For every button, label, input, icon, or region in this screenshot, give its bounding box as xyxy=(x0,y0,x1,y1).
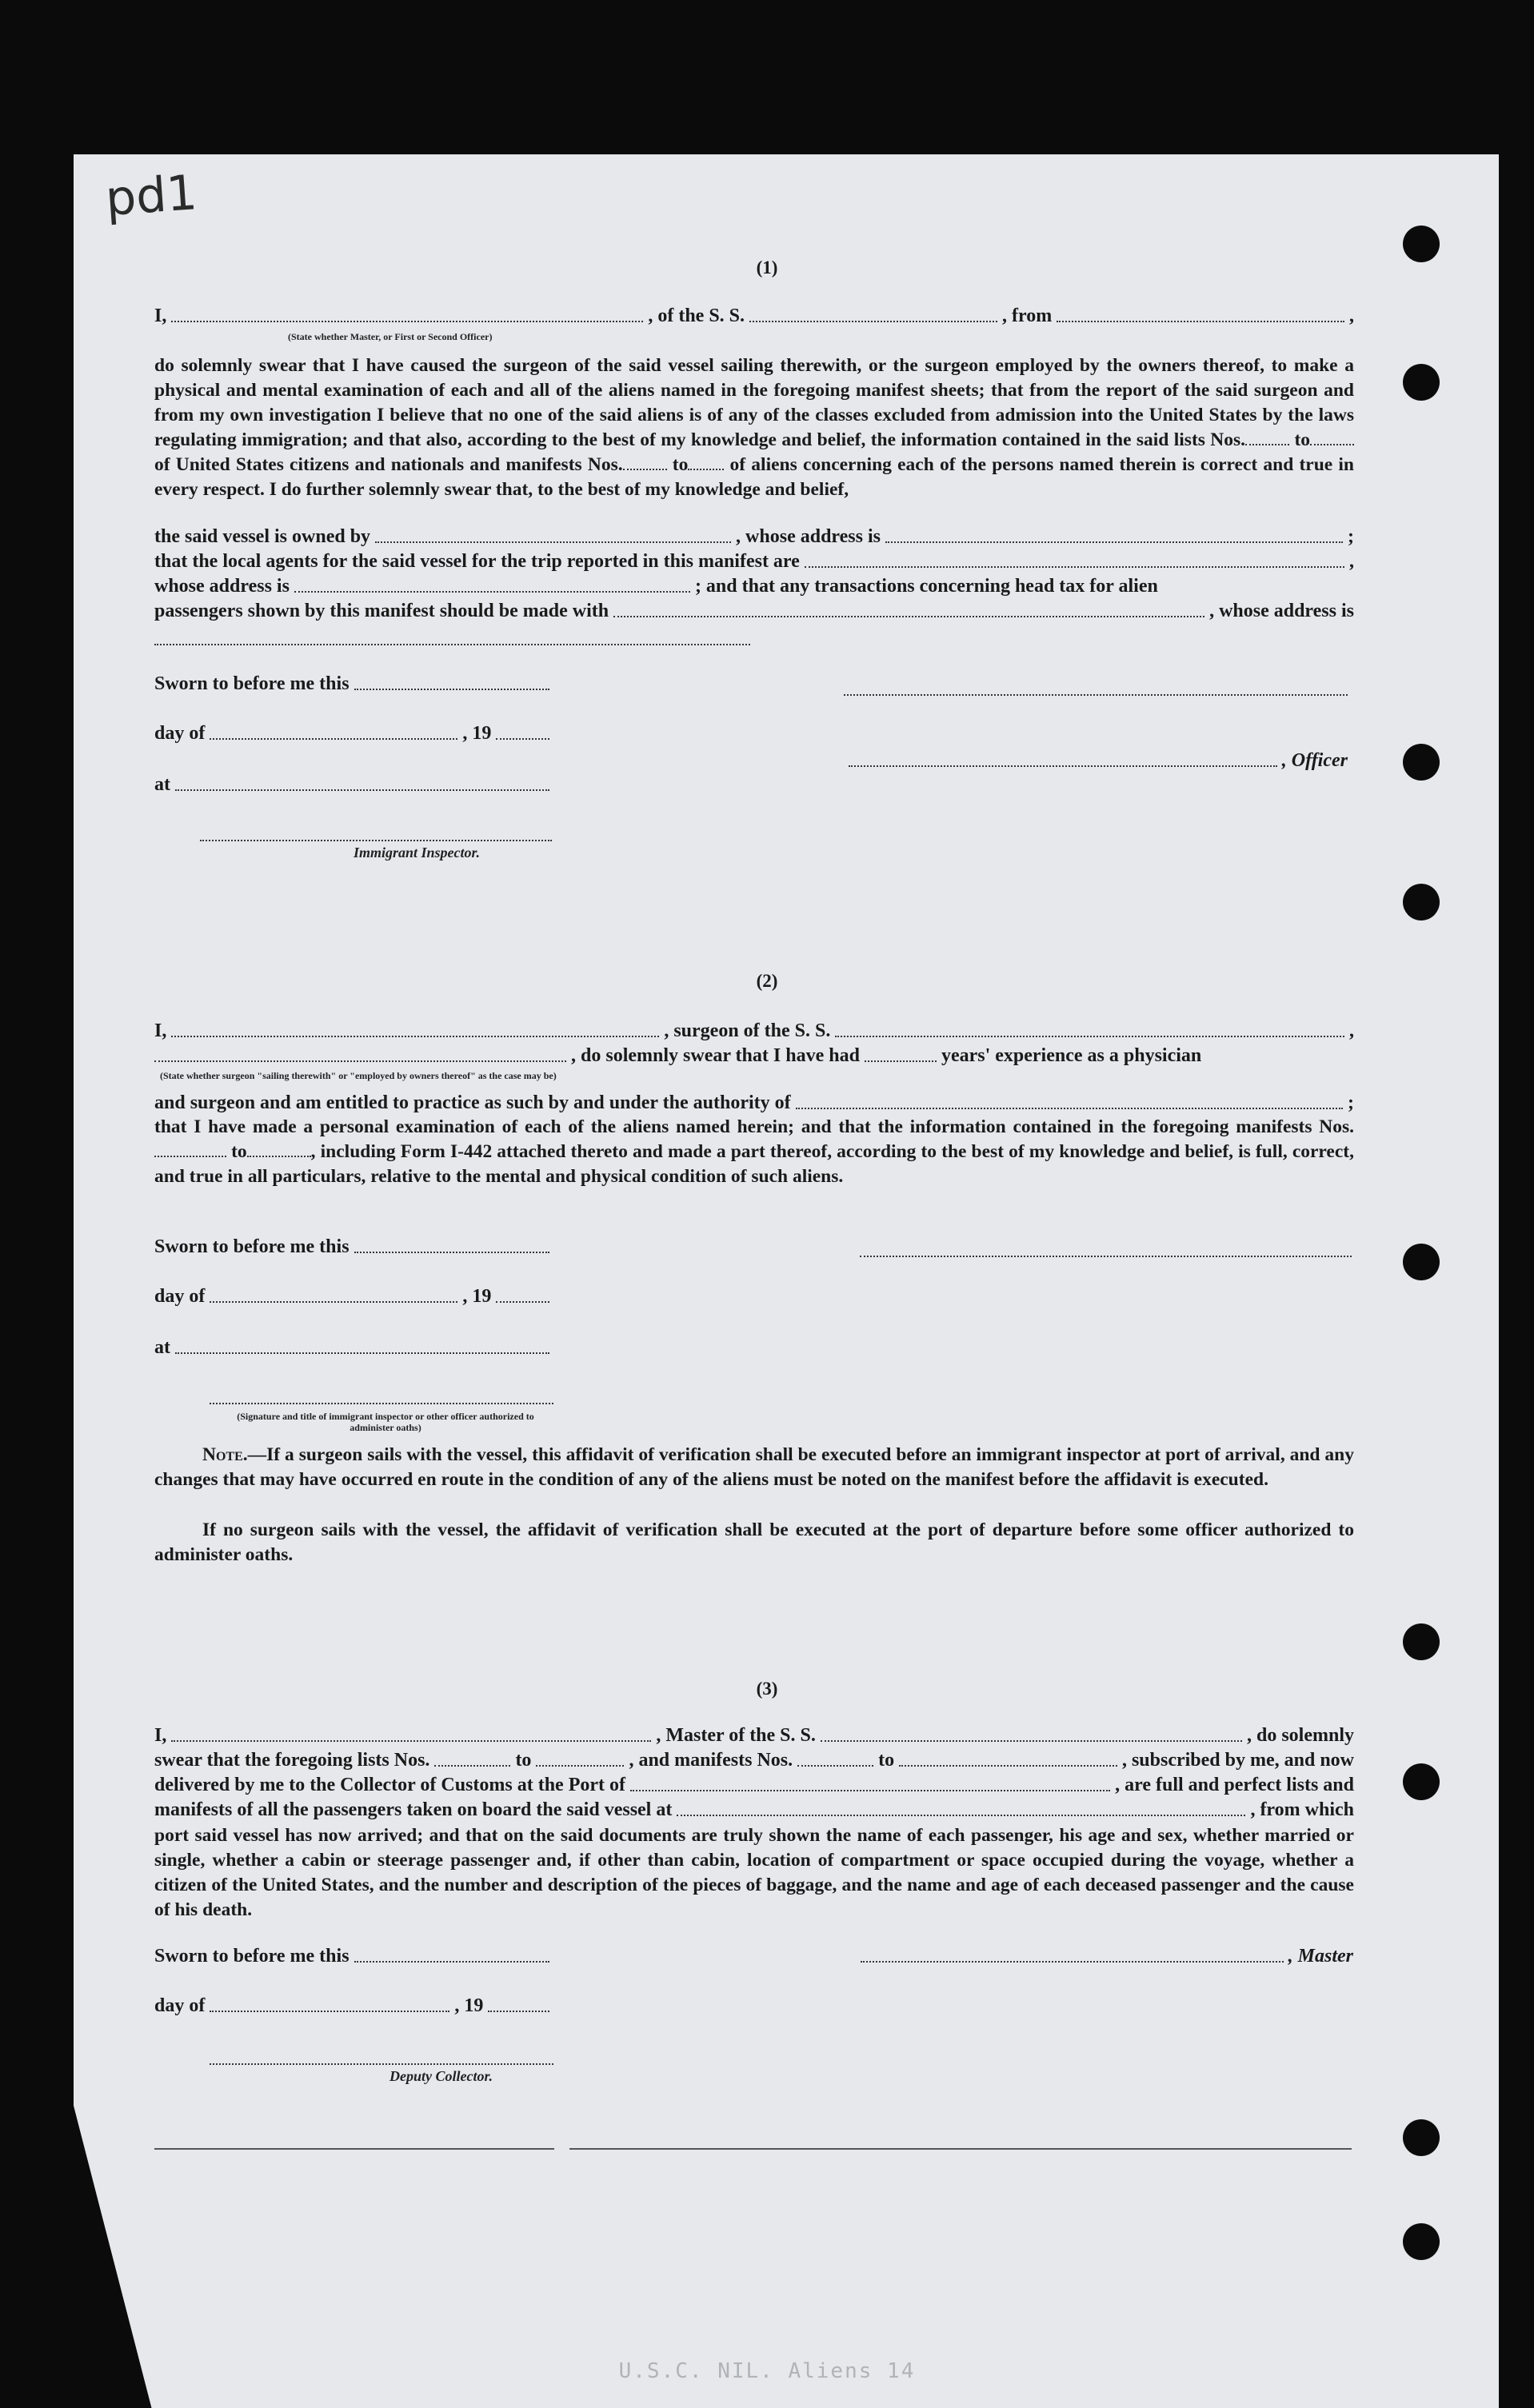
section-2-line-2: , do solemnly swear that I have had years' experience as a physician xyxy=(154,1045,1354,1067)
s3-master-row: , Master xyxy=(856,1946,1353,1967)
master-name-field[interactable] xyxy=(171,1740,651,1742)
s3-deputy-signature-field[interactable] xyxy=(210,2063,553,2065)
s3-deputy-label: Deputy Collector. xyxy=(389,2068,493,2084)
s1-at-row: at xyxy=(154,774,554,796)
surgeon-note: (State whether surgeon "sailing therewith" or "employed by owners thereof" as the case may be) xyxy=(160,1070,557,1081)
head-tax-row: passengers shown by this manifest should be made with , whose address is xyxy=(154,601,1354,621)
manifests-to-field[interactable] xyxy=(688,469,724,470)
lists-from-field[interactable] xyxy=(1245,444,1289,445)
owner-field[interactable] xyxy=(375,541,731,543)
from-label: , from xyxy=(1002,305,1053,326)
section-1-body: do solemnly swear that I have caused the surgeon of the said vessel sailing therewith, or the surgeon employed by the owners thereof, to make a physical and mental examination of each and all of the aliens named in the foregoing manifest sheets; that from the report of the said surgeon and from my own investigation I believe that no one of the said aliens is of any of the classes excluded from admission into the United States by the laws regulating immigration; and that also, according to the best of my knowledge and belief, the information contained in the said lists Nos. to of United States citizens and nationals and manifests Nos. to of aliens concerning each of the persons named therein is correct and true in every respect. I do further solemnly swear that, to the best of my knowledge and belief, xyxy=(154,355,1354,500)
head-tax-address-field[interactable] xyxy=(154,644,750,645)
s3-day-row: day of , 19 xyxy=(154,1995,554,2017)
port-field[interactable] xyxy=(630,1790,1110,1791)
s3-sworn-row: Sworn to before me this xyxy=(154,1946,554,1967)
s2-year-field[interactable] xyxy=(496,1301,549,1303)
s3-day-month-field[interactable] xyxy=(210,2011,449,2012)
bottom-rule-left xyxy=(154,2148,554,2150)
section-3-line-1: I, , Master of the S. S. , do solemnly xyxy=(154,1725,1354,1746)
punch-hole xyxy=(1403,1244,1440,1280)
owned-by-row: the said vessel is owned by , whose address is ; xyxy=(154,526,1354,547)
lists-to-field[interactable] xyxy=(1310,444,1354,445)
s2-surgeon-signature-field[interactable] xyxy=(860,1256,1352,1257)
punch-hole xyxy=(1403,364,1440,401)
officer-title-field[interactable] xyxy=(171,321,643,322)
section-2-note-2: If no surgeon sails with the vessel, the affidavit of verification shall be executed at the port of departure before some officer authorized to administer oaths. xyxy=(154,1519,1354,1565)
bottom-rule-right xyxy=(569,2148,1352,2150)
agents-field[interactable] xyxy=(805,566,1344,568)
punch-hole xyxy=(1403,2223,1440,2260)
s2-day-month-field[interactable] xyxy=(210,1301,457,1303)
s2-inspector-signature-field[interactable] xyxy=(210,1403,553,1404)
s3-lists-from-field[interactable] xyxy=(434,1765,510,1767)
s3-manifests-to-field[interactable] xyxy=(899,1765,1117,1767)
s3-sworn-day-field[interactable] xyxy=(354,1961,549,1963)
section-2-number: (2) xyxy=(756,971,778,991)
head-tax-party-field[interactable] xyxy=(613,616,1204,617)
s1-day-month-field[interactable] xyxy=(210,738,457,740)
s3-vessel-field[interactable] xyxy=(821,1740,1242,1742)
section-1-line-1: I, , of the S. S. , from , xyxy=(154,305,1354,326)
s1-inspector-signature-field[interactable] xyxy=(200,840,552,841)
owner-address-field[interactable] xyxy=(885,541,1343,543)
vessel-name-field[interactable] xyxy=(749,321,997,322)
section-3-line-3: delivered by me to the Collector of Customs at the Port of , are full and perfect lists and xyxy=(154,1775,1354,1795)
s2-vessel-field[interactable] xyxy=(835,1036,1344,1037)
handwritten-mark: pd1 xyxy=(103,165,199,227)
s3-manifests-from-field[interactable] xyxy=(797,1765,873,1767)
officer-note: (State whether Master, or First or Second Officer) xyxy=(288,331,493,342)
s1-signature-line-top[interactable] xyxy=(844,694,1348,696)
section-3-line-2: swear that the foregoing lists Nos. to , and manifests Nos. to , subscribed by me, and now xyxy=(154,1750,1354,1771)
s1-sworn-day-field[interactable] xyxy=(354,689,549,690)
s1-day-row: day of , 19 xyxy=(154,723,554,745)
punch-hole xyxy=(1403,744,1440,781)
s2-manifests-to-field[interactable] xyxy=(247,1156,311,1157)
section-3-body: port said vessel has now arrived; and that on the said documents are truly shown the name of each passenger, his age and sex, whether married or single, whether a cabin or steerage passenger and, if other than cabin, location of compartment or space occupied during the voyage, whether a citizen of the United States, and the number and description of the pieces of baggage, and the name and age of each deceased passenger and the cause of his death. xyxy=(154,1825,1354,1920)
section-3-line-4: manifests of all the passengers taken on board the said vessel at , from which xyxy=(154,1799,1354,1820)
s2-manifests-from-field[interactable] xyxy=(154,1156,226,1157)
s3-master-signature-field[interactable] xyxy=(861,1961,1284,1963)
section-2-body: that I have made a personal examination of each of the aliens named herein; and that the information contained in the foregoing manifests Nos. to , including Form I-442 attached thereto and made a part thereof, according to the best of my knowledge and belief, is full, correct, and true in all particulars, relative to the mental and physical condition of such aliens. xyxy=(154,1116,1354,1187)
s1-officer-row: , Officer xyxy=(844,750,1348,772)
s3-lists-to-field[interactable] xyxy=(536,1765,624,1767)
punch-hole xyxy=(1403,2119,1440,2156)
surgeon-name-field[interactable] xyxy=(171,1036,659,1037)
from-field[interactable] xyxy=(1057,321,1344,322)
s1-inspector-label: Immigrant Inspector. xyxy=(354,845,481,861)
section-2-note: Note.—If a surgeon sails with the vessel, this affidavit of verification shall be executed before an immigrant inspector at port of arrival, and any changes that may have occurred en route in the condition of any of the aliens must be noted on the manifest before the affidavit is executed. xyxy=(154,1444,1354,1490)
punch-hole xyxy=(1403,884,1440,920)
manifests-from-field[interactable] xyxy=(623,469,667,470)
punch-hole xyxy=(1403,1763,1440,1800)
authority-row: and surgeon and am entitled to practice as such by and under the authority of ; xyxy=(154,1092,1354,1113)
surgeon-status-field[interactable] xyxy=(154,1060,566,1062)
s1-at-field[interactable] xyxy=(175,789,549,791)
i-label: I, xyxy=(154,305,167,326)
agents-row: that the local agents for the said vessel for the trip reported in this manifest are , xyxy=(154,551,1354,572)
s2-sig-note: (Signature and title of immigrant inspector or other officer authorized to administer oaths) xyxy=(237,1411,534,1433)
section-3-number: (3) xyxy=(756,1679,778,1699)
s1-year-field[interactable] xyxy=(496,738,549,740)
s1-officer-signature-field[interactable] xyxy=(849,765,1277,767)
footer-bleed-text: U.S.C. NIL. Aliens 14 xyxy=(618,2359,916,2383)
s2-sworn-row: Sworn to before me this xyxy=(154,1236,554,1258)
s2-day-row: day of , 19 xyxy=(154,1286,554,1308)
authority-field[interactable] xyxy=(796,1108,1343,1109)
s2-at-field[interactable] xyxy=(175,1352,549,1354)
s3-year-field[interactable] xyxy=(488,2011,549,2012)
section-2-line-1: I, , surgeon of the S. S. , xyxy=(154,1020,1354,1041)
s1-sworn-row: Sworn to before me this xyxy=(154,673,554,695)
s2-sworn-day-field[interactable] xyxy=(354,1252,549,1253)
years-experience-field[interactable] xyxy=(865,1060,937,1062)
section-1-number: (1) xyxy=(756,258,778,278)
of-the-ss-label: , of the S. S. xyxy=(648,305,745,326)
embark-port-field[interactable] xyxy=(677,1815,1245,1816)
s2-at-row: at xyxy=(154,1337,554,1359)
punch-hole xyxy=(1403,1623,1440,1660)
agents-address-field[interactable] xyxy=(294,591,690,593)
agents-address-row: whose address is ; and that any transactions concerning head tax for alien xyxy=(154,576,1158,597)
